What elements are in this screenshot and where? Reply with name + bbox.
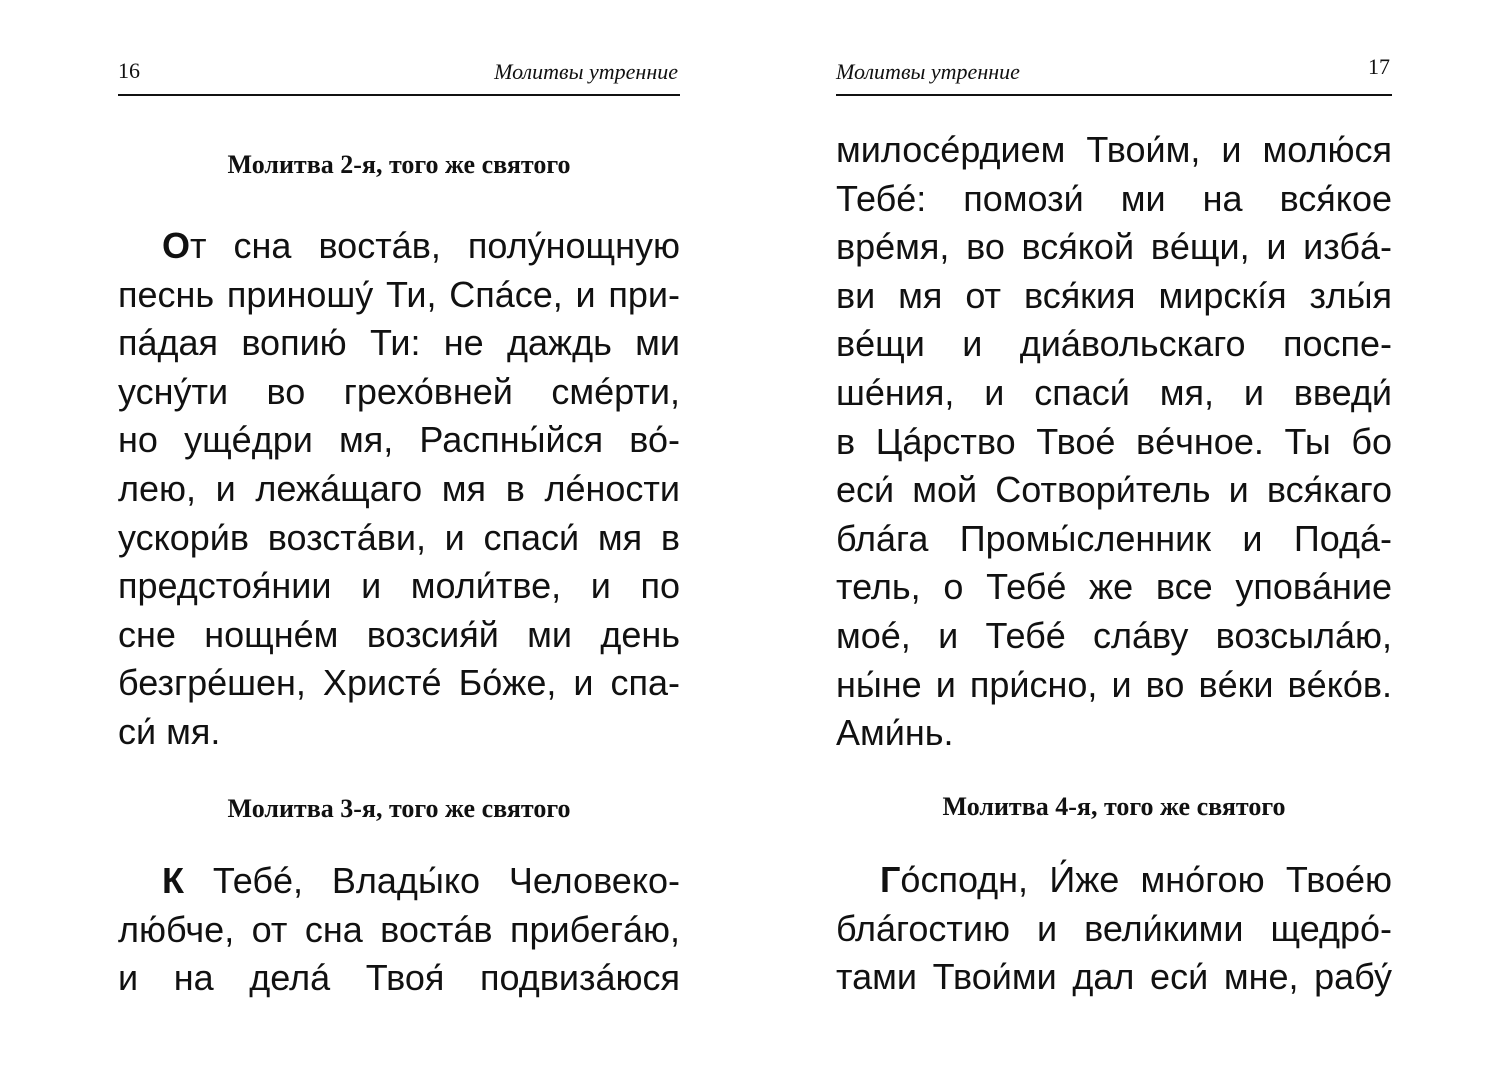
running-head-right [836,52,1392,96]
running-head-left [118,52,680,96]
text-line: блáга Промы́сленник и Подá- [836,517,1392,559]
text-line: но ущéдри мя, Распны́йся во́- [118,419,680,461]
running-title-right: Молитвы утренние [836,59,1020,84]
prayer-4-text [836,856,1392,1002]
text-line: лю́бче, от сна востáв прибегáю, [118,908,680,950]
text-line-rest: о́сподн, И́же мно́гою Твоéю [900,859,1392,900]
text-line: си́ мя. [118,710,221,752]
prayer-2-continuation-text [836,126,1392,758]
text-line [118,857,680,906]
text-line [836,856,1392,905]
initial-letter: К [162,860,184,901]
text-line: тель, о Тебé же все уповáние [836,566,1392,608]
text-line: песнь приношу́ Ти, Спáсе, и при- [118,273,680,315]
text-line: безгрéшен, Христé Бо́же, и спа- [118,662,680,704]
prayer-2-text [118,222,680,757]
text-line: лею, и лежáщаго мя в лéности [118,467,680,509]
prayer-3-text [118,857,680,1003]
text-line: вéщи и диáвольскаго поспе- [836,323,1392,365]
text-line: Тебé: помози́ ми на вся́кое [836,177,1392,219]
text-line-rest: т сна востáв, полу́нощную [190,225,680,266]
prayer-2-heading: Молитва 2-я, того же святого [227,150,571,179]
text-line: в Цáрство Твоé вéчное. Ты бо [836,420,1392,462]
text-line: пáдая вопию́ Ти: не даждь ми [118,322,680,364]
page-number-right: 17 [1368,54,1390,79]
text-line [118,222,680,271]
text-line: шéния, и спаси́ мя, и введи́ [836,371,1392,413]
prayer-3-heading: Молитва 3-я, того же святого [227,794,571,823]
text-line: еси́ мой Сотвори́тель и вся́каго [836,469,1392,511]
initial-letter: О [162,225,191,266]
text-line: ускори́в возстáви, и спаси́ мя в [118,516,680,558]
text-line: Ами́нь. [836,712,954,754]
page-number-left: 16 [118,58,140,83]
text-line: предстоя́нии и моли́тве, и по [118,565,680,607]
text-line: ви мя от вся́кия мирскíя злы́я [836,274,1392,316]
text-line: тами Твои́ми дал еси́ мне, рабу́ [836,956,1392,998]
text-line: врéмя, во вся́кой вéщи, и избá- [836,226,1392,268]
text-line: усну́ти во грехо́вней смéрти, [118,370,680,412]
right-page [836,0,1392,1080]
text-line: и на делá Твоя́ подвизáюся [118,957,680,999]
text-line: сне нощнéм возсия́й ми день [118,613,680,655]
text-line: ны́не и при́сно, и во вéки вéко́в. [836,663,1392,705]
running-title-left: Молитвы утренние [494,59,678,84]
text-line-rest: Тебé, Влады́ко Человеко- [183,860,680,901]
initial-letter: Г [880,859,901,900]
text-line: моé, и Тебé слáву возсылáю, [836,614,1392,656]
left-page [118,0,680,1080]
text-line: блáгостию и вели́кими щедро́- [836,907,1392,949]
prayer-4-heading: Молитва 4-я, того же святого [942,792,1286,821]
text-line: милосéрдием Твои́м, и молю́ся [836,129,1392,170]
